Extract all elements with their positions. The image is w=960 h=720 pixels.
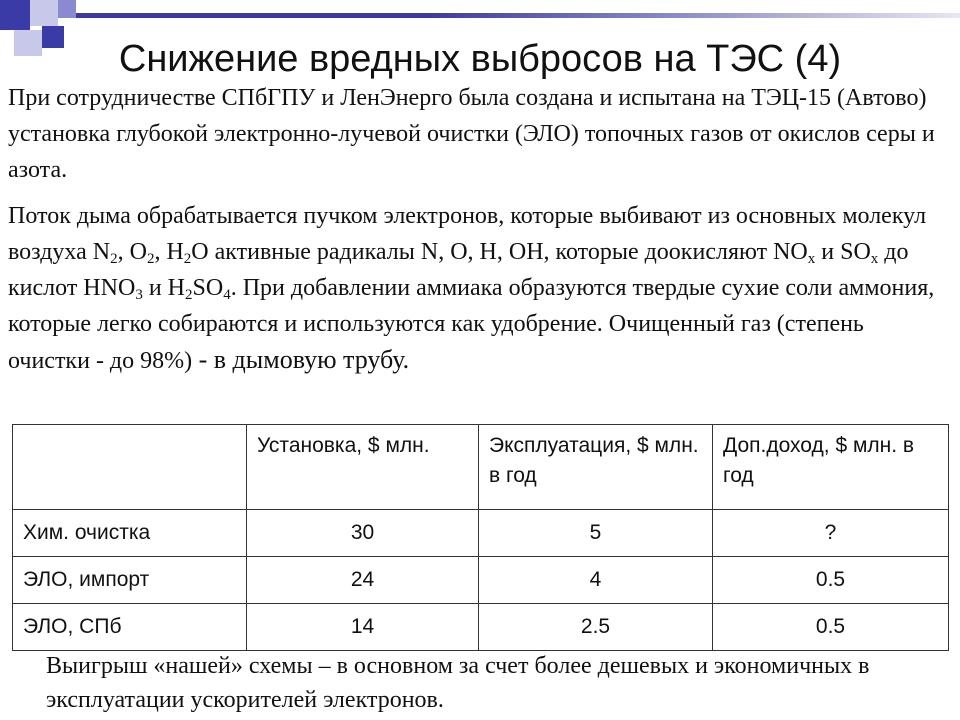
intro-paragraph: При сотрудничестве СПбГПУ и ЛенЭнерго была создана и испытана на ТЭЦ-15 (Автово) установка глубокой электронно-лучевой очистки (ЭЛО) топочных газов от окислов серы и азота. (8, 85, 935, 183)
text-segment: и H (142, 275, 185, 301)
table-cell: 4 (479, 557, 713, 604)
text-segment: - в дымовую трубу. (192, 345, 410, 374)
conclusion-paragraph: Выигрыш «нашей» схемы – в основном за счет более дешевых и экономичных в эксплуатации ускорителей электронов. (46, 653, 870, 713)
text-segment: до кислот HNO (8, 239, 909, 301)
table-cell: ? (713, 510, 949, 557)
slide-title: Снижение вредных выбросов на ТЭС (4) (118, 38, 842, 80)
text-segment: O активные радикалы N, O, H, OH, которые доокисляют NO (191, 239, 808, 265)
text-segment: . При добавлении аммиака образуются твердые сухие соли аммония, которые легко собираются и используются как удобрение. Очищенный газ (степень очистки - до 98%) (8, 275, 935, 374)
table-header-cell: Установка, $ млн. (247, 425, 479, 510)
decorative-square (30, 0, 58, 26)
decorative-square (58, 0, 76, 18)
table-cell: 24 (247, 557, 479, 604)
subscript: 2 (183, 251, 192, 267)
table-cell: Хим. очистка (13, 510, 247, 557)
text-segment: SO (192, 275, 224, 301)
subscript: x (870, 251, 879, 267)
subscript: 2 (146, 251, 155, 267)
subscript: 2 (185, 287, 193, 303)
text-segment: , O (117, 239, 147, 265)
table-cell: 0.5 (713, 604, 949, 651)
table-row (13, 510, 949, 557)
process-paragraph (8, 198, 948, 379)
table-cell: 2.5 (479, 604, 713, 651)
table-cell: ЭЛО, СПб (13, 604, 247, 651)
table-cell: ЭЛО, импорт (13, 557, 247, 604)
subscript: 3 (135, 287, 143, 303)
subscript: 2 (110, 251, 118, 267)
table-row (13, 604, 949, 651)
text-segment: Поток дыма обрабатывается пучком электронов, которые выбивают из основных молекул воздуха N (8, 203, 927, 265)
subscript: 4 (223, 287, 231, 303)
table-header-cell (13, 425, 247, 510)
text-segment: , H (154, 239, 184, 265)
table-row (13, 557, 949, 604)
table-header-cell: Доп.доход, $ млн. в год (713, 425, 949, 510)
table-cell: 14 (247, 604, 479, 651)
table-cell: 30 (247, 510, 479, 557)
table-cell: 0.5 (713, 557, 949, 604)
title-rule (76, 13, 960, 18)
subscript: x (807, 251, 816, 267)
cost-comparison-table (12, 424, 949, 651)
table-header-row (13, 425, 949, 510)
table-header-cell: Эксплуатация, $ млн. в год (479, 425, 713, 510)
text-segment: и SO (815, 239, 871, 265)
decorative-square (0, 0, 30, 30)
table-cell: 5 (479, 510, 713, 557)
